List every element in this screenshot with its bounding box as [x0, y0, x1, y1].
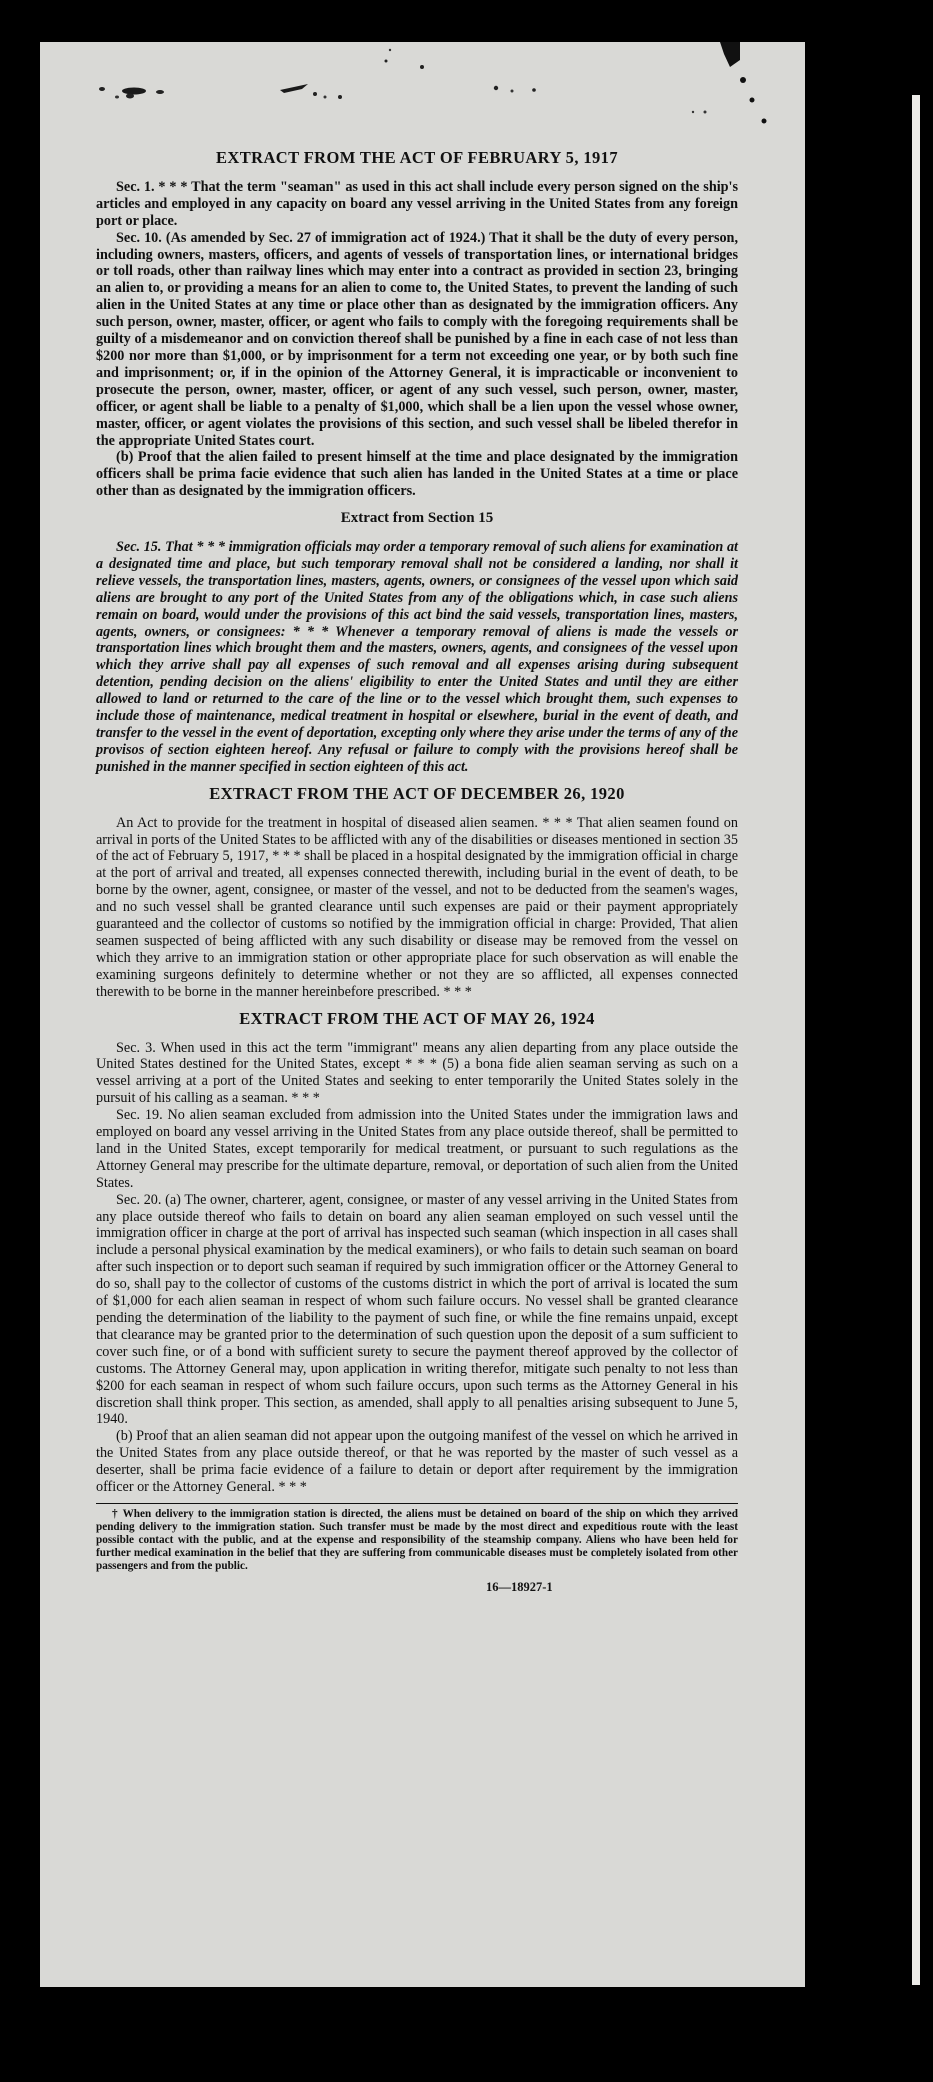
section-1920-text: [96, 815, 738, 1001]
paragraph: (b) Proof that the alien failed to present himself at the time and place designated by the immigration officers shall be prima facie evidence that such alien has landed in the United States at a time or place other than as designated by the immigration officers.: [96, 449, 738, 500]
paragraph: Sec. 19. No alien seaman excluded from admission into the United States under the immigration laws and employed on board any vessel arriving in the United States from any place outside thereof, shall be permitted to land in the United States, except temporarily for medical treatment, or pursuant to such regulations as the Attorney General may prescribe for the ultimate departure, removal, or deportation of such alien from the United States.: [96, 1107, 738, 1191]
next-page-edge: [912, 95, 920, 1985]
paragraph: Sec. 3. When used in this act the term "immigrant" means any alien departing from any place outside the United States destined for the United States, except * * * (5) a bona fide alien seaman serving as such on a vessel arriving at a port of the United States and seeking to enter temporarily the United States solely in the pursuit of his calling as a seaman. * * *: [96, 1039, 738, 1107]
paragraph: Sec. 10. (As amended by Sec. 27 of immigration act of 1924.) That it shall be the duty of every person, including owners, masters, officers, and agents of vessels of transportation lines, or international bridges or toll roads, other than railway lines which may enter into a contract as provided in section 23, bringing an alien to, or providing a means for an alien to come to, the United States, to prevent the landing of such alien in the United States at any time or place other than as designated by the immigration officers. Any such person, owner, master, officer, or agent who fails to comply with the foregoing requirements shall be guilty of a misdemeanor and on conviction thereof shall be punished by a fine in each case of not less than $200 nor more than $1,000, or by imprisonment for a term not exceeding one year, or by both such fine and imprisonment; or, if in the opinion of the Attorney General, it is impracticable or inconvenient to prosecute the person, owner, master, officer, or agent of any such vessel, such person, owner, master, officer, or agent shall be liable to a penalty of $1,000, which shall be a lien upon the vessel whose owner, master, officer, or agent violates the provisions of this section, and such vessel shall be libeled therefor in the appropriate United States court.: [96, 229, 738, 449]
footnote: [96, 1508, 738, 1573]
paragraph: Sec. 15. That * * * immigration officials may order a temporary removal of such aliens for examination at a designated time and place, but such temporary removal shall not be considered a landing, nor shall it relieve vessels, the transportation lines, masters, agents, owners, or consignees of the vessel upon which said aliens are brought to any port of the United States from any of the obligations which, in case such aliens remain on board, would under the provisions of this act bind the said vessels, transportation lines, masters, agents, owners, or consignees: * * * Whenever a temporary removal of aliens is made the vessels or transportation lines which brought them and the masters, owners, agents, and consignees of the vessel upon which they arrive shall pay all expenses of such removal and all expenses arising during subsequent detention, pending decision on the aliens' eligibility to enter the United States and until they are either allowed to land or returned to the care of the line or to the vessel which brought them, such expenses to include those of maintenance, medical treatment in hospital or elsewhere, burial in the event of death, and transfer to the vessel in the event of deportation, excepting only where they arise under the terms of any of the provisos of section eighteen hereof. Any refusal or failure to comply with the provisions hereof shall be punished in the manner specified in section eighteen of this act.: [96, 539, 738, 775]
form-code: 16—18927-1: [486, 1579, 553, 1594]
paragraph: An Act to provide for the treatment in hospital of diseased alien seamen. * * * That alien seamen found on arrival in ports of the United States to be afflicted with any of the disabilities or diseases mentioned in section 35 of the act of February 5, 1917, * * * shall be placed in a hospital designated by the immigration official in charge at the port of arrival and treated, all expenses connected therewith, including burial in the event of death, to be borne by the owner, agent, consignee, or master of the vessel, and not to be deducted from the seamen's wages, and no such vessel shall be granted clearance until such expenses are paid or their payment appropriately guaranteed and the collector of customs so notified by the immigration official in charge: Provided, That alien seamen suspected of being afflicted with any such disability or disease may be removed from the vessel on which they arrive to an immigration station or other appropriate place for such observation as will enable the examining surgeons definitely to determine whether or not they are so afflicted, all expenses connected therewith to be borne in the manner hereinbefore prescribed. * * *: [96, 814, 738, 1000]
footnote-text: † When delivery to the immigration station is directed, the aliens must be detained on board of the ship on which they arrived pending delivery to the immigration station. Such transfer must be made by the most direct and expeditious route with the least possible contact with the public, and at the expense and responsibility of the steamship company. Aliens who have been held for further medical examination in the belief that they are suffering from communicable diseases must be completely isolated from other passengers and from the public.: [96, 1507, 738, 1572]
paragraph: (b) Proof that an alien seaman did not appear upon the outgoing manifest of the vessel on which he arrived in the United States from any place outside thereof, or that he was reported by the master of such vessel as a deserter, shall be prima facie evidence of a failure to detain or deport after requirement by the immigration officer or the Attorney General. * * *: [96, 1428, 738, 1496]
section-heading-may-1924: EXTRACT FROM THE ACT OF MAY 26, 1924: [239, 1008, 595, 1028]
section-1924-text: [96, 1040, 738, 1496]
section-heading-feb-1917: EXTRACT FROM THE ACT OF FEBRUARY 5, 1917: [216, 148, 618, 167]
footnote-divider: [96, 1503, 738, 1504]
section-1917-text: [96, 179, 738, 500]
paragraph: Sec. 1. * * * That the term "seaman" as used in this act shall include every person signed on the ship's articles and employed in any capacity on board any vessel arriving in the United States from any foreign port or place.: [96, 178, 738, 229]
section-15-text: [96, 539, 738, 776]
document-body: [96, 140, 738, 1596]
section-heading-dec-1920: EXTRACT FROM THE ACT OF DECEMBER 26, 1920: [209, 783, 625, 803]
section-heading-section-15: Extract from Section 15: [340, 510, 494, 527]
paragraph: Sec. 20. (a) The owner, charterer, agent, consignee, or master of any vessel arriving in the United States from any place outside thereof who fails to detain on board any alien seaman employed on such vessel until the immigration officer in charge at the port of arrival has inspected such seaman (which inspection in all cases shall include a personal physical examination by the medical examiners), or who fails to detain such seaman on board after such inspection or to deport such seaman if required by such immigration officer or the Attorney General to do so, shall pay to the collector of customs of the customs district in which the port of arrival is located the sum of $1,000 for each alien seaman in respect of whom such failure occurs. No vessel shall be granted clearance pending the determination of the liability to the payment of such fine, or while the fine remains unpaid, except that clearance may be granted prior to the determination of such question upon the deposit of a sum sufficient to cover such fine, or of a bond with sufficient surety to secure the payment thereof approved by the collector of customs. The Attorney General may, upon application in writing therefor, mitigate such penalty to not less than $200 for each seaman in respect of whom such failure occurs, upon such terms as the Attorney General in his discretion shall think proper. This section, as amended, shall apply to all penalties arising subsequent to June 5, 1940.: [96, 1191, 738, 1428]
